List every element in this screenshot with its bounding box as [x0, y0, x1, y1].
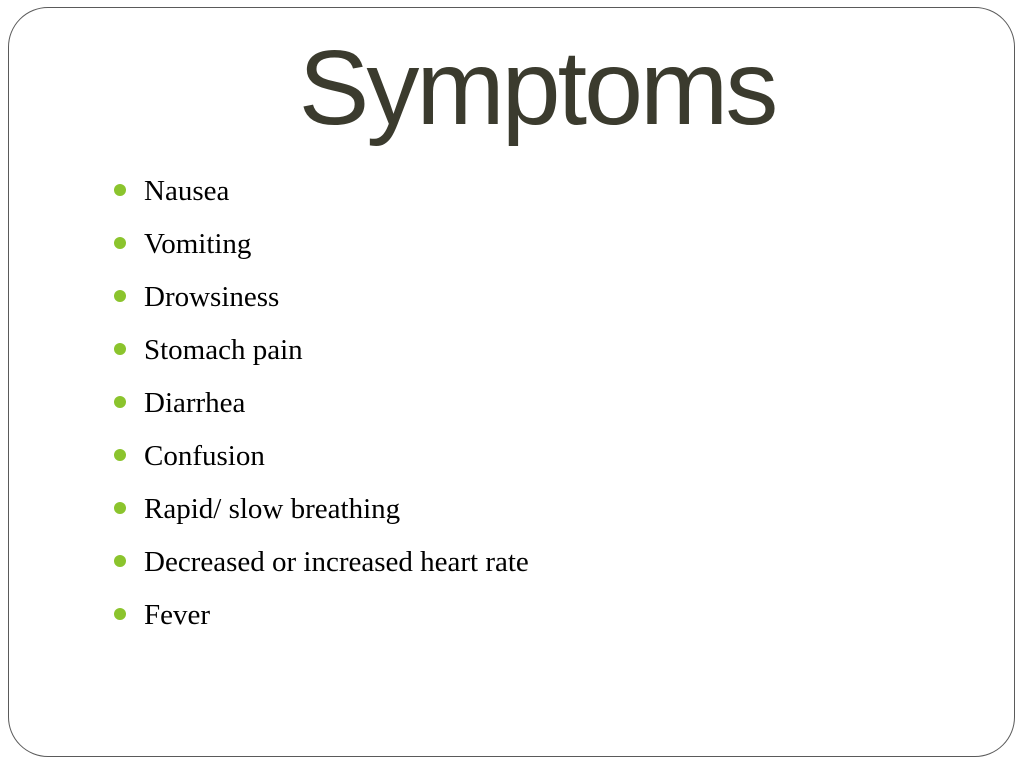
list-item: [114, 430, 529, 483]
bullet-dot-icon: [114, 343, 126, 355]
list-item-text: Drowsiness: [144, 281, 280, 313]
list-item-text: Decreased or increased heart rate: [144, 546, 529, 578]
list-item: [114, 324, 529, 377]
bullet-dot-icon: [114, 555, 126, 567]
list-item: [114, 165, 529, 218]
list-item: [114, 377, 529, 430]
symptom-list: [114, 165, 529, 642]
list-item: [114, 271, 529, 324]
list-item-text: Nausea: [144, 175, 230, 207]
bullet-dot-icon: [114, 396, 126, 408]
list-item-text: Fever: [144, 599, 211, 631]
list-item-text: Vomiting: [144, 228, 252, 260]
list-item: [114, 589, 529, 642]
list-item: [114, 536, 529, 589]
list-item: [114, 483, 529, 536]
slide-title: Symptoms: [298, 29, 776, 147]
bullet-dot-icon: [114, 184, 126, 196]
bullet-dot-icon: [114, 290, 126, 302]
bullet-dot-icon: [114, 502, 126, 514]
bullet-dot-icon: [114, 237, 126, 249]
list-item-text: Stomach pain: [144, 334, 303, 366]
list-item-text: Diarrhea: [144, 387, 246, 419]
bullet-dot-icon: [114, 608, 126, 620]
list-item: [114, 218, 529, 271]
list-item-text: Rapid/ slow breathing: [144, 493, 401, 525]
list-item-text: Confusion: [144, 440, 265, 472]
bullet-dot-icon: [114, 449, 126, 461]
